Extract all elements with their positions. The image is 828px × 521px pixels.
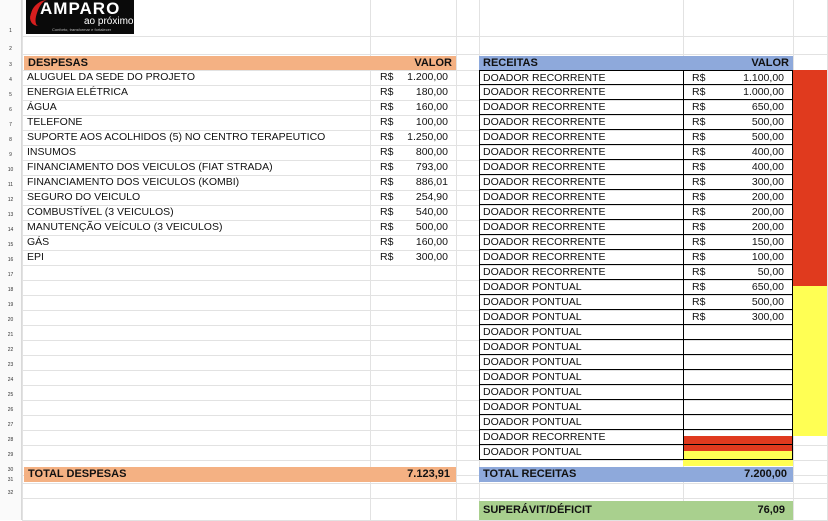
despesa-label[interactable]: COMBUSTÍVEL (3 VEICULOS) xyxy=(27,206,174,218)
row-number[interactable]: 15 xyxy=(0,235,22,250)
grid-column-line xyxy=(22,0,23,520)
receita-value-cell[interactable] xyxy=(683,175,793,190)
receita-value: 650,00 xyxy=(751,281,784,293)
despesa-value[interactable]: 800,00 xyxy=(415,146,448,158)
despesa-label[interactable]: SUPORTE AOS ACOLHIDOS (5) NO CENTRO TERAPEUTICO xyxy=(27,131,326,143)
despesa-label[interactable]: INSUMOS xyxy=(27,146,77,158)
logo-line2: ao próximo xyxy=(84,16,134,27)
receita-value-cell[interactable] xyxy=(683,355,793,370)
despesa-label[interactable]: ALUGUEL DA SEDE DO PROJETO xyxy=(27,71,196,83)
receita-label[interactable]: DOADOR PONTUAL xyxy=(479,280,684,295)
row-number[interactable]: 26 xyxy=(0,400,22,415)
receita-value-cell[interactable] xyxy=(683,415,793,430)
total-despesas-label: TOTAL DESPESAS xyxy=(28,468,127,480)
row-number[interactable]: 7 xyxy=(0,115,22,130)
receita-value-cell[interactable] xyxy=(683,100,793,115)
receita-currency: R$ xyxy=(692,236,706,248)
logo-line1: AMPARO xyxy=(40,0,121,18)
receita-value: 50,00 xyxy=(757,266,784,278)
despesa-currency[interactable]: R$ xyxy=(380,191,394,203)
receita-currency: R$ xyxy=(692,311,706,323)
receita-value: 200,00 xyxy=(751,221,784,233)
despesa-value[interactable]: 160,00 xyxy=(415,101,448,113)
row-number[interactable]: 23 xyxy=(0,355,22,370)
despesa-currency[interactable]: R$ xyxy=(380,101,394,113)
grid-row-line xyxy=(22,498,828,499)
receita-value-cell[interactable] xyxy=(683,370,793,385)
recorrente-color-band xyxy=(793,70,827,286)
amparo-logo xyxy=(26,0,134,34)
receita-currency: R$ xyxy=(692,221,706,233)
receita-label[interactable]: DOADOR PONTUAL xyxy=(479,385,684,400)
receita-label[interactable]: DOADOR RECORRENTE xyxy=(479,265,684,280)
row-number[interactable]: 9 xyxy=(0,145,22,160)
receita-value: 100,00 xyxy=(751,251,784,263)
despesas-header[interactable] xyxy=(24,56,456,70)
receita-currency: R$ xyxy=(692,101,706,113)
receita-label[interactable]: DOADOR RECORRENTE xyxy=(479,100,684,115)
receita-value: 200,00 xyxy=(751,206,784,218)
receita-value: 500,00 xyxy=(751,296,784,308)
receita-value-cell[interactable] xyxy=(683,85,793,100)
receita-currency: R$ xyxy=(692,72,706,84)
row-number[interactable]: 3 xyxy=(0,54,22,70)
receita-label[interactable]: DOADOR PONTUAL xyxy=(479,295,684,310)
despesa-currency[interactable]: R$ xyxy=(380,176,394,188)
despesa-label[interactable]: GÁS xyxy=(27,236,50,248)
despesa-currency[interactable]: R$ xyxy=(380,86,394,98)
superavit-deficit-value: 76,09 xyxy=(757,504,785,516)
receita-value-cell[interactable] xyxy=(683,220,793,235)
despesa-value[interactable]: 100,00 xyxy=(415,116,448,128)
despesa-value[interactable]: 180,00 xyxy=(415,86,448,98)
receita-label[interactable]: DOADOR PONTUAL xyxy=(479,340,684,355)
row-number[interactable]: 19 xyxy=(0,295,22,310)
despesa-label[interactable]: ENERGIA ELÉTRICA xyxy=(27,86,128,98)
receita-value-cell[interactable] xyxy=(683,385,793,400)
row-number[interactable]: 4 xyxy=(0,70,22,85)
receita-value-cell[interactable] xyxy=(683,445,793,460)
receita-value: 200,00 xyxy=(751,191,784,203)
row-number[interactable]: 13 xyxy=(0,205,22,220)
receita-value-cell[interactable] xyxy=(683,235,793,250)
receitas-header-label: RECEITAS xyxy=(483,57,538,69)
receita-currency: R$ xyxy=(692,296,706,308)
grid-column-line xyxy=(456,0,457,520)
receita-currency: R$ xyxy=(692,281,706,293)
receitas-header-value: VALOR xyxy=(751,57,789,69)
despesa-currency[interactable]: R$ xyxy=(380,206,394,218)
receita-value-cell[interactable] xyxy=(683,160,793,175)
receita-currency: R$ xyxy=(692,251,706,263)
total-receitas-row[interactable] xyxy=(479,467,793,482)
receita-label[interactable]: DOADOR PONTUAL xyxy=(479,355,684,370)
row-number[interactable]: 17 xyxy=(0,265,22,280)
row-number[interactable]: 21 xyxy=(0,325,22,340)
receita-value-cell[interactable] xyxy=(683,295,793,310)
receita-label[interactable]: DOADOR PONTUAL xyxy=(479,325,684,340)
despesa-label[interactable]: SEGURO DO VEICULO xyxy=(27,191,141,203)
row-number[interactable]: 8 xyxy=(0,130,22,145)
receita-label[interactable]: DOADOR RECORRENTE xyxy=(479,250,684,265)
receita-value-cell[interactable] xyxy=(683,340,793,355)
total-despesas-row[interactable] xyxy=(24,467,456,482)
receita-label[interactable]: DOADOR RECORRENTE xyxy=(479,160,684,175)
receita-label[interactable]: DOADOR PONTUAL xyxy=(479,370,684,385)
row-number[interactable]: 18 xyxy=(0,280,22,295)
row-number[interactable]: 6 xyxy=(0,100,22,115)
receita-value-cell[interactable] xyxy=(683,400,793,415)
total-despesas-value: 7.123,91 xyxy=(407,468,450,480)
receita-label[interactable]: DOADOR RECORRENTE xyxy=(479,430,684,445)
despesa-value[interactable]: 500,00 xyxy=(415,221,448,233)
receita-currency: R$ xyxy=(692,116,706,128)
receita-value-cell[interactable] xyxy=(683,310,793,325)
receita-value-cell[interactable] xyxy=(683,190,793,205)
receita-label[interactable]: DOADOR RECORRENTE xyxy=(479,205,684,220)
despesa-value[interactable]: 793,00 xyxy=(415,161,448,173)
despesa-value[interactable]: 300,00 xyxy=(415,251,448,263)
despesa-currency[interactable]: R$ xyxy=(380,251,394,263)
receita-currency: R$ xyxy=(692,131,706,143)
grid-row-line xyxy=(22,483,828,484)
receita-value: 1.100,00 xyxy=(743,72,784,84)
receita-value: 650,00 xyxy=(751,101,784,113)
receita-currency: R$ xyxy=(692,86,706,98)
receita-value: 400,00 xyxy=(751,146,784,158)
despesa-value[interactable]: 540,00 xyxy=(415,206,448,218)
row-number[interactable]: 30 xyxy=(0,460,22,475)
grid-row-line xyxy=(22,54,828,55)
despesa-currency[interactable]: R$ xyxy=(380,116,394,128)
receita-value-cell[interactable] xyxy=(683,325,793,340)
receita-label[interactable]: DOADOR PONTUAL xyxy=(479,415,684,430)
row-number[interactable]: 1 xyxy=(0,0,22,36)
receita-value: 1.000,00 xyxy=(743,86,784,98)
receita-currency: R$ xyxy=(692,266,706,278)
total-receitas-value: 7.200,00 xyxy=(744,468,787,480)
despesa-currency[interactable]: R$ xyxy=(380,71,394,83)
row-number[interactable]: 14 xyxy=(0,220,22,235)
despesa-value[interactable]: 1.250,00 xyxy=(407,131,448,143)
row-number[interactable]: 25 xyxy=(0,385,22,400)
receita-label[interactable]: DOADOR RECORRENTE xyxy=(479,190,684,205)
grid-row-line xyxy=(22,36,828,37)
despesa-label[interactable]: EPI xyxy=(27,251,44,263)
despesa-label[interactable]: FINANCIAMENTO DOS VEICULOS (FIAT STRADA) xyxy=(27,161,273,173)
receita-label[interactable]: DOADOR RECORRENTE xyxy=(479,130,684,145)
despesa-currency[interactable]: R$ xyxy=(380,131,394,143)
grid-column-line xyxy=(370,0,371,520)
receita-value-cell[interactable] xyxy=(683,130,793,145)
row-number[interactable]: 12 xyxy=(0,190,22,205)
row-number[interactable]: 5 xyxy=(0,85,22,100)
row-number[interactable]: 27 xyxy=(0,415,22,430)
row-number[interactable]: 24 xyxy=(0,370,22,385)
receita-value-cell[interactable] xyxy=(683,145,793,160)
superavit-deficit-label: SUPERÁVIT/DÉFICIT xyxy=(483,504,592,516)
row-number[interactable]: 31 xyxy=(0,475,22,483)
despesa-label[interactable]: ÁGUA xyxy=(27,101,57,113)
despesa-label[interactable]: FINANCIAMENTO DOS VEICULOS (KOMBI) xyxy=(27,176,240,188)
receita-value: 150,00 xyxy=(751,236,784,248)
despesa-currency[interactable]: R$ xyxy=(380,221,394,233)
despesa-value[interactable]: 254,90 xyxy=(415,191,448,203)
receita-currency: R$ xyxy=(692,176,706,188)
total-receitas-label: TOTAL RECEITAS xyxy=(483,468,577,480)
receita-label[interactable]: DOADOR RECORRENTE xyxy=(479,85,684,100)
receita-value-cell[interactable] xyxy=(683,115,793,130)
receita-value: 400,00 xyxy=(751,161,784,173)
despesa-label[interactable]: MANUTENÇÃO VEÍCULO (3 VEICULOS) xyxy=(27,221,223,233)
receita-label[interactable]: DOADOR RECORRENTE xyxy=(479,70,684,85)
logo-line3: Conforto, transformar e fortalecer xyxy=(52,27,112,32)
receita-currency: R$ xyxy=(692,161,706,173)
row-number[interactable]: 2 xyxy=(0,36,22,54)
despesa-currency[interactable]: R$ xyxy=(380,236,394,248)
despesa-value[interactable]: 160,00 xyxy=(415,236,448,248)
despesas-header-value: VALOR xyxy=(414,57,452,69)
row-number[interactable]: 32 xyxy=(0,483,22,498)
despesa-value[interactable]: 886,01 xyxy=(415,176,448,188)
receita-value-cell[interactable] xyxy=(683,70,793,85)
receita-label[interactable]: DOADOR RECORRENTE xyxy=(479,115,684,130)
row-number[interactable]: 28 xyxy=(0,430,22,445)
despesa-label[interactable]: TELEFONE xyxy=(27,116,83,128)
receita-value: 300,00 xyxy=(751,176,784,188)
receita-value-cell[interactable] xyxy=(683,265,793,280)
receita-label[interactable]: DOADOR PONTUAL xyxy=(479,445,684,460)
receita-value: 300,00 xyxy=(751,311,784,323)
receita-value: 500,00 xyxy=(751,131,784,143)
despesas-header-label: DESPESAS xyxy=(28,57,88,69)
receita-currency: R$ xyxy=(692,191,706,203)
receita-value-cell[interactable] xyxy=(683,430,793,445)
receita-label[interactable]: DOADOR PONTUAL xyxy=(479,400,684,415)
receita-value: 500,00 xyxy=(751,116,784,128)
receita-label[interactable]: DOADOR RECORRENTE xyxy=(479,220,684,235)
receitas-header[interactable] xyxy=(479,56,793,70)
row-number[interactable]: 29 xyxy=(0,445,22,460)
receita-currency: R$ xyxy=(692,146,706,158)
receita-label[interactable]: DOADOR RECORRENTE xyxy=(479,145,684,160)
superavit-deficit-row[interactable] xyxy=(479,501,793,520)
receita-value-cell[interactable] xyxy=(683,205,793,220)
row-number[interactable]: 20 xyxy=(0,310,22,325)
receita-value-cell[interactable] xyxy=(683,250,793,265)
despesa-value[interactable]: 1.200,00 xyxy=(407,71,448,83)
row-number[interactable]: 16 xyxy=(0,250,22,265)
row-number[interactable] xyxy=(0,498,22,520)
row-number[interactable]: 10 xyxy=(0,160,22,175)
row-number[interactable]: 11 xyxy=(0,175,22,190)
row-number[interactable]: 22 xyxy=(0,340,22,355)
despesa-currency[interactable]: R$ xyxy=(380,146,394,158)
receita-label[interactable]: DOADOR RECORRENTE xyxy=(479,175,684,190)
receita-label[interactable]: DOADOR PONTUAL xyxy=(479,310,684,325)
despesa-currency[interactable]: R$ xyxy=(380,161,394,173)
receita-currency: R$ xyxy=(692,206,706,218)
pontual-color-band xyxy=(793,286,827,436)
receita-value-cell[interactable] xyxy=(683,280,793,295)
receita-label[interactable]: DOADOR RECORRENTE xyxy=(479,235,684,250)
